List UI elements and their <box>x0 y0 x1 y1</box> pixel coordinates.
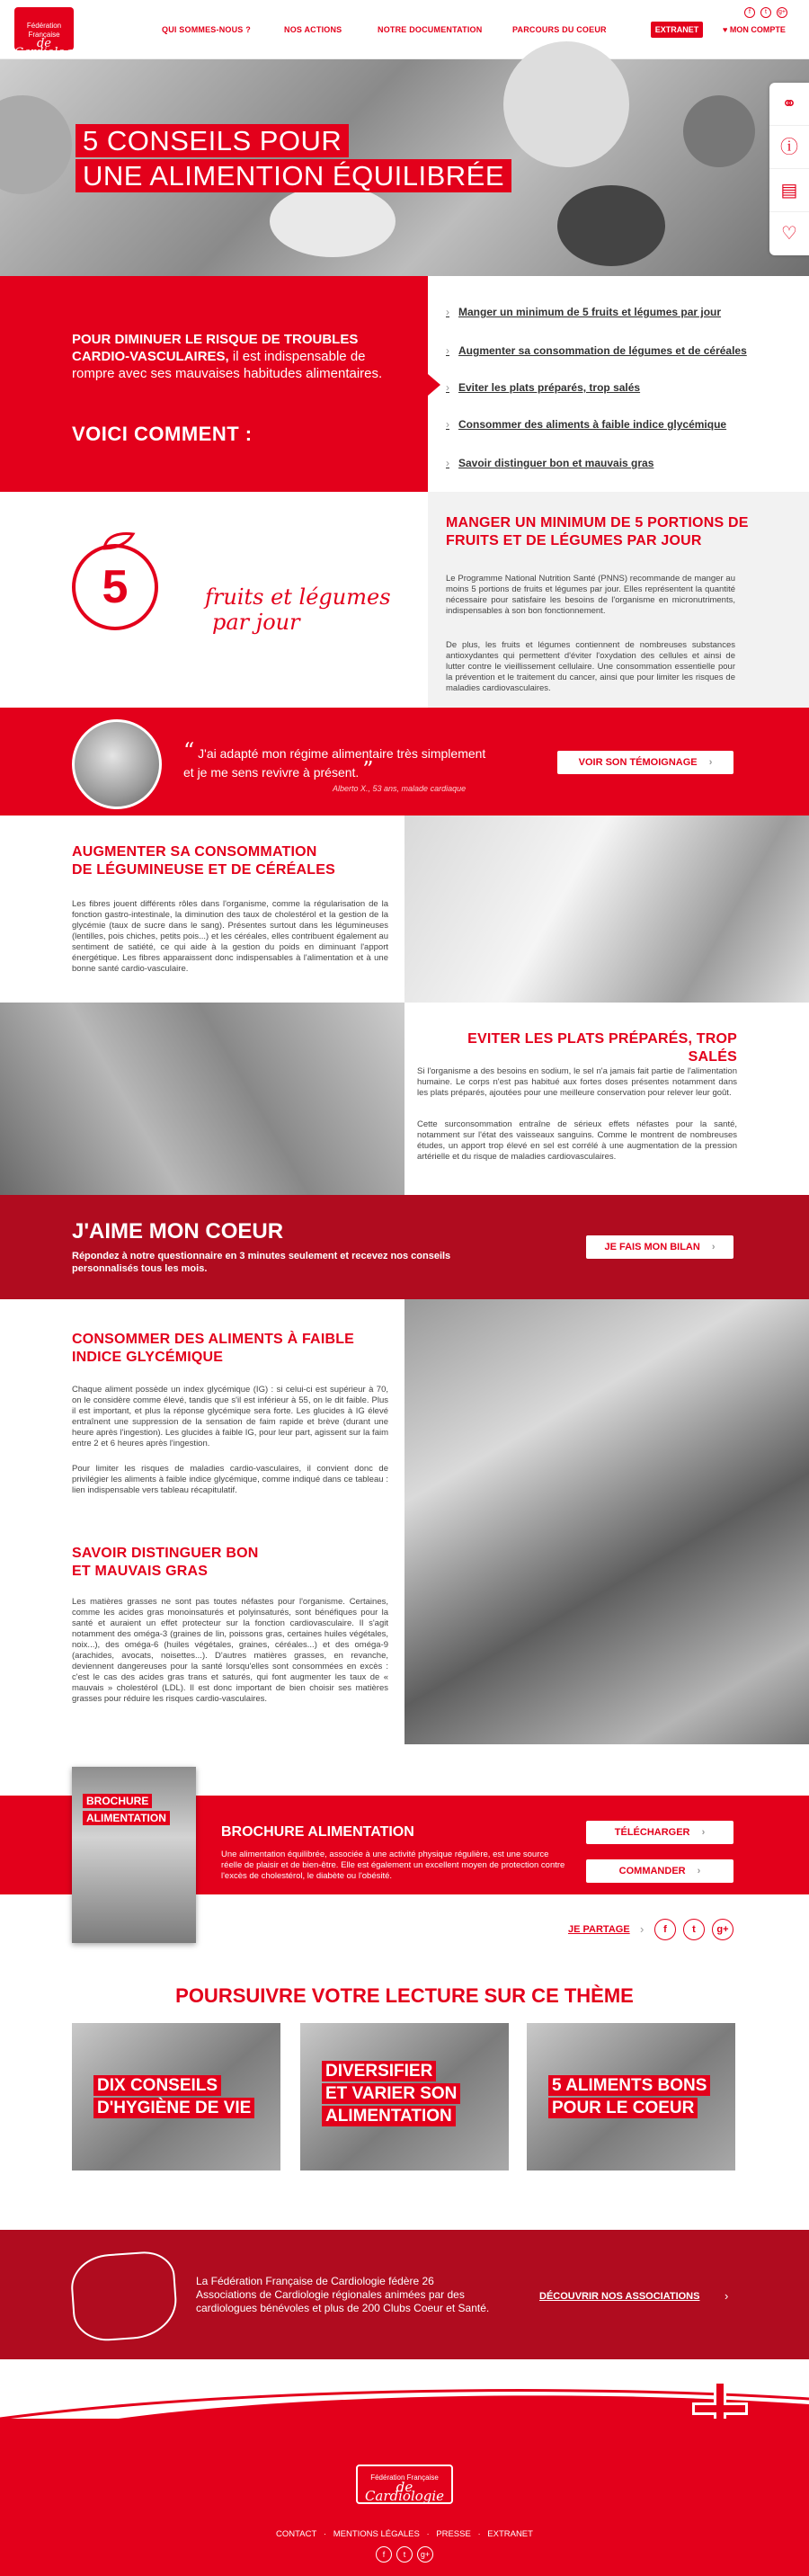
hero-bowl-shape <box>503 41 629 167</box>
cover-line1: BROCHURE <box>83 1794 152 1808</box>
intro-panel <box>0 276 428 492</box>
chevron-right-icon: › <box>697 1866 701 1876</box>
cereales-title <box>72 843 335 879</box>
nav-notre-documentation[interactable]: NOTRE DOCUMENTATION <box>378 25 483 34</box>
site-logo[interactable] <box>14 7 84 59</box>
testimonial-avatar <box>72 719 162 809</box>
fruits-script-text <box>205 584 391 635</box>
chevron-right-icon: › <box>725 2289 729 2303</box>
gras-title-line2: ET MAUVAIS GRAS <box>72 1564 209 1579</box>
mon-compte-link[interactable] <box>723 25 786 34</box>
quote-open-icon: “ <box>183 738 195 763</box>
testimonial-author: Alberto X., 53 ans, malade cardiaque <box>333 784 467 793</box>
testimonial-quote <box>183 738 507 782</box>
quote-close-icon: ” <box>362 757 374 782</box>
gras-title-line1: SAVOIR DISTINGUER BON <box>72 1546 259 1561</box>
share-facebook-icon[interactable]: f <box>654 1919 676 1940</box>
card-2-line2: ET VARIER SON <box>322 2083 460 2104</box>
voir-temoignage-label: VOIR SON TÉMOIGNAGE <box>578 757 698 768</box>
footer-link-contact[interactable]: CONTACT <box>276 2529 317 2539</box>
cereales-title-line2: DE LÉGUMINEUSE ET DE CÉRÉALES <box>72 862 335 878</box>
hero-title-line2: UNE ALIMENTION ÉQUILIBRÉE <box>76 159 511 192</box>
gras-title <box>72 1545 258 1581</box>
plats-paragraph-2: Cette surconsommation entraîne de sérieux effets néfastes pour la santé, notamment sur l'état des vaisseaux sanguins. Comme le montrent de nombreuses études, un apport trop élevé en sel est corrélé à une augmentation de la pression artérielle et du risque de maladies cardiovasculaires. <box>417 1119 737 1162</box>
hero-plate-shape <box>270 185 396 257</box>
share-twitter-icon[interactable]: t <box>683 1919 705 1940</box>
cereales-paragraph: Les fibres jouent différents rôles dans l'organisme, comme la régularisation de la fonction gastro-intestinale, la diminution des taux de cholestérol et la gestion de la glycémie (taux de sucre dans le sang). Présentes surtout dans les légumineuses (lentilles, pois chiches, petits pois...) et les céréales, elles contribuent également au sentiment de satiété, ce qui aide à la gestion du poids en diminuant l'apport énergétique. Les fibres apparaissent donc indispensables à l'alimentation et à une bonne santé cardio-vasculaire. <box>72 899 388 974</box>
footer-google-plus-icon[interactable]: g+ <box>417 2546 433 2563</box>
hero-title-line1: 5 CONSEILS POUR <box>76 124 349 157</box>
brochure-title: BROCHURE ALIMENTATION <box>221 1824 414 1840</box>
logo-line1: Fédération Française <box>26 22 62 39</box>
stethoscope-icon[interactable]: ⚭ <box>769 83 809 126</box>
cereals-image <box>404 816 809 1003</box>
plats-title: EVITER LES PLATS PRÉPARÉS, TROP SALÉS <box>467 1031 737 1065</box>
gras-paragraph: Les matières grasses ne sont pas toutes néfastes pour l'organisme. Certaines, comme les acides gras monoinsaturés et polyinsaturés, sont bénéfiques pour la santé et auraient un effet protecteur sur la fonction cardiovasculaire. Il s'agit notamment des oméga-3 (graines de lin, poissons gras, certaines huiles végétales, noix...), des oméga-6 (huiles végétales, graines, céréales...) et des oméga-9 (arachides, avocats, noisettes...). D'autres matières grasses, en revanche, deviennent dangereuses pour la santé lorsqu'elles sont consommées en excès : c'est le cas des acides gras trans et saturés, qui font augmenter les taux de « mauvais » cholestérol (LDL). Il est donc important de bien choisir ses matières grasses pour réduire les risques cardio-vasculaires. <box>72 1597 388 1704</box>
brochure-text: Une alimentation équilibrée, associée à une activité physique régulière, est une source réelle de plaisir et de bien-être. Elle est également un excellent moyen de protection contre l'excès de cholestérol, le diabète ou l'obésité. <box>221 1850 565 1881</box>
reading-card-2[interactable] <box>300 2023 509 2170</box>
info-icon[interactable]: ⓘ <box>769 126 809 169</box>
je-partage-link[interactable]: JE PARTAGE <box>568 1924 630 1935</box>
site-header <box>0 0 809 59</box>
extranet-button[interactable]: EXTRANET <box>651 22 703 38</box>
associations-text: La Fédération Française de Cardiologie fédère 26 Associations de Cardiologie régionales animées par des cardiologues bénévoles et plus de 200 Clubs Coeur et Santé. <box>196 2275 490 2314</box>
card-2-line1: DIVERSIFIER <box>322 2061 436 2081</box>
commander-label: COMMANDER <box>618 1866 686 1876</box>
tip-link-2[interactable]: › Augmenter sa consommation de légumes et de céréales <box>446 344 747 357</box>
cover-line2: ALIMENTATION <box>83 1811 170 1825</box>
card-3-line1: 5 ALIMENTS BONS <box>548 2075 710 2096</box>
chevron-right-icon: › <box>640 1922 645 1936</box>
nav-qui-sommes-nous[interactable]: QUI SOMMES-NOUS ? <box>162 25 251 34</box>
fruits-title-line1: MANGER UN MINIMUM DE 5 PORTIONS DE <box>446 515 749 530</box>
google-plus-icon[interactable]: g+ <box>777 7 787 18</box>
more-reading-title: POURSUIVRE VOTRE LECTURE SUR CE THÈME <box>175 1984 634 2007</box>
five-apple-icon: 5 <box>72 544 158 630</box>
reading-card-3[interactable] <box>527 2023 735 2170</box>
hero-title <box>76 124 511 194</box>
fruits-script-line2: par jour <box>212 610 300 635</box>
tip-link-4[interactable]: › Consommer des aliments à faible indice glycémique <box>446 418 726 431</box>
jaime-mon-coeur-subtitle: Répondez à notre questionnaire en 3 minutes seulement et recevez nos conseils personnalisés tous les mois. <box>72 1251 451 1274</box>
je-fais-mon-bilan-label: JE FAIS MON BILAN <box>604 1242 700 1252</box>
card-3-line2: POUR LE COEUR <box>548 2098 698 2118</box>
fruits-script-line1: fruits et légumes <box>205 584 391 610</box>
telecharger-label: TÉLÉCHARGER <box>614 1827 690 1838</box>
fruits-paragraph-1: Le Programme National Nutrition Santé (PNNS) recommande de manger au moins 5 portions de fruits et légumes par jour. Elles représentent la quantité nécessaire pour satisfaire les besoins de l'organisme en micronutriments, indispensables à son bon fonctionnement. <box>446 574 735 616</box>
intro-lead <box>72 331 404 382</box>
glycemique-title-line2: INDICE GLYCÉMIQUE <box>72 1350 224 1365</box>
heart-icon: ♥ <box>723 25 728 34</box>
je-fais-mon-bilan-button[interactable] <box>586 1235 733 1259</box>
footer-logo-line2: de Cardiologie <box>364 2479 445 2504</box>
document-icon[interactable]: ▤ <box>769 169 809 212</box>
card-2-line3: ALIMENTATION <box>322 2106 456 2126</box>
tip-link-1[interactable]: › Manger un minimum de 5 fruits et légumes par jour <box>446 306 721 318</box>
card-1-line1: DIX CONSEILS <box>93 2075 221 2096</box>
juices-image <box>404 1299 809 1744</box>
side-toolbar <box>769 83 809 255</box>
hero-berries-shape <box>557 185 665 266</box>
brochure-cover-image[interactable] <box>72 1767 196 1943</box>
mon-compte-label: MON COMPTE <box>729 25 786 34</box>
twitter-icon[interactable]: t <box>760 7 771 18</box>
fruits-title <box>446 514 749 550</box>
quote-line1: J'ai adapté mon régime alimentaire très simplement <box>198 746 486 761</box>
glycemique-title <box>72 1331 354 1367</box>
footer-logo-line1: Fédération Française <box>370 2473 439 2482</box>
glycemique-paragraph-1: Chaque aliment possède un index glycémique (IG) : si celui-ci est supérieur à 70, on le considère comme élevé, tandis que s'il est inférieur à 55, on le dit faible. Plus il est important, et plus la réponse glycémique sera forte. Les glucides à IG élevé entraînent une suppression de la sensation de faim rapide et brève (durant une heure après l'ingestion). Les glucides à faible IG, pour leur part, agissent sur la faim entre 2 et 6 heures après l'ingestion. <box>72 1385 388 1448</box>
nav-parcours-du-coeur[interactable]: PARCOURS DU COEUR <box>512 25 607 34</box>
nav-nos-actions[interactable]: NOS ACTIONS <box>284 25 342 34</box>
fruits-paragraph-2: De plus, les fruits et légumes contiennent de nombreuses substances antioxydantes qui permettent d'éviter l'oxydation des cellules et ainsi de lutter contre le vieillissement cellulaire. Une consommation essentielle pour la prévention et le traitement du cancer, ainsi que pour limiter les risques de maladies cardiovasculaires. <box>446 640 735 693</box>
chevron-right-icon: › <box>711 1242 716 1252</box>
commander-button[interactable] <box>586 1859 733 1883</box>
quote-line2: et je me sens revivre à présent. <box>183 765 360 780</box>
voici-comment-heading: VOICI COMMENT : <box>72 423 253 445</box>
footer-links: CONTACT · MENTIONS LÉGALES · PRESSE · EXTRANET <box>276 2529 533 2539</box>
intro-arrow <box>428 374 440 396</box>
tip-link-3[interactable]: › Eviter les plats préparés, trop salés <box>446 381 640 394</box>
facebook-icon[interactable]: f <box>744 7 755 18</box>
tip-link-5[interactable]: › Savoir distinguer bon et mauvais gras <box>446 457 653 469</box>
plats-paragraph-1: Si l'organisme a des besoins en sodium, le sel n'a jamais fait partie de l'alimentation humaine. Le corps n'est pas habitué aux fortes doses présentes notamment dans les plats préparés, ajoutées pour une meilleure conservation pour relever leur goût. <box>417 1066 737 1098</box>
hero-fruit-shape <box>0 95 72 194</box>
heart-hands-icon[interactable]: ♡ <box>781 224 797 244</box>
footer-logo[interactable] <box>356 2465 453 2504</box>
intro-lead-bold: POUR DIMINUER LE RISQUE DE TROUBLES CARDIO-VASCULAIRES, <box>72 332 359 364</box>
hero-avocado-shape <box>683 95 755 167</box>
glycemique-title-line1: CONSOMMER DES ALIMENTS À FAIBLE <box>72 1332 355 1347</box>
almonds-image <box>0 1003 404 1195</box>
footer-twitter-icon[interactable]: t <box>396 2546 413 2563</box>
footer-link-mentions[interactable]: MENTIONS LÉGALES <box>333 2529 420 2539</box>
reading-card-1[interactable] <box>72 2023 280 2170</box>
footer-facebook-icon[interactable]: f <box>376 2546 392 2563</box>
intro-lead-rest: il est indispensable de rompre avec ses mauvaises habitudes alimentaires. <box>72 349 383 381</box>
cereales-title-line1: AUGMENTER SA CONSOMMATION <box>72 844 317 860</box>
logo-line2: de Cardiologie <box>14 37 84 59</box>
card-1-line2: D'HYGIÈNE DE VIE <box>93 2098 254 2118</box>
glycemique-paragraph-2: Pour limiter les risques de maladies cardio-vasculaires, il convient donc de privilégier les aliments à faible indice glycémique, comme indiqué dans ce tableau : lien indispensable vers tableau récapitulatif. <box>72 1464 388 1495</box>
chevron-right-icon: › <box>701 1827 706 1838</box>
decouvrir-associations-link[interactable]: DÉCOUVRIR NOS ASSOCIATIONS <box>539 2291 700 2302</box>
fruits-title-line2: FRUITS ET DE LÉGUMES PAR JOUR <box>446 533 702 548</box>
footer-link-extranet[interactable]: EXTRANET <box>487 2529 533 2539</box>
jaime-mon-coeur-title: J'AIME MON COEUR <box>72 1219 284 1243</box>
share-google-plus-icon[interactable]: g+ <box>712 1919 733 1940</box>
footer-link-presse[interactable]: PRESSE <box>436 2529 471 2539</box>
chevron-right-icon: › <box>708 757 713 768</box>
telecharger-button[interactable] <box>586 1821 733 1844</box>
voir-temoignage-button[interactable] <box>557 751 733 774</box>
